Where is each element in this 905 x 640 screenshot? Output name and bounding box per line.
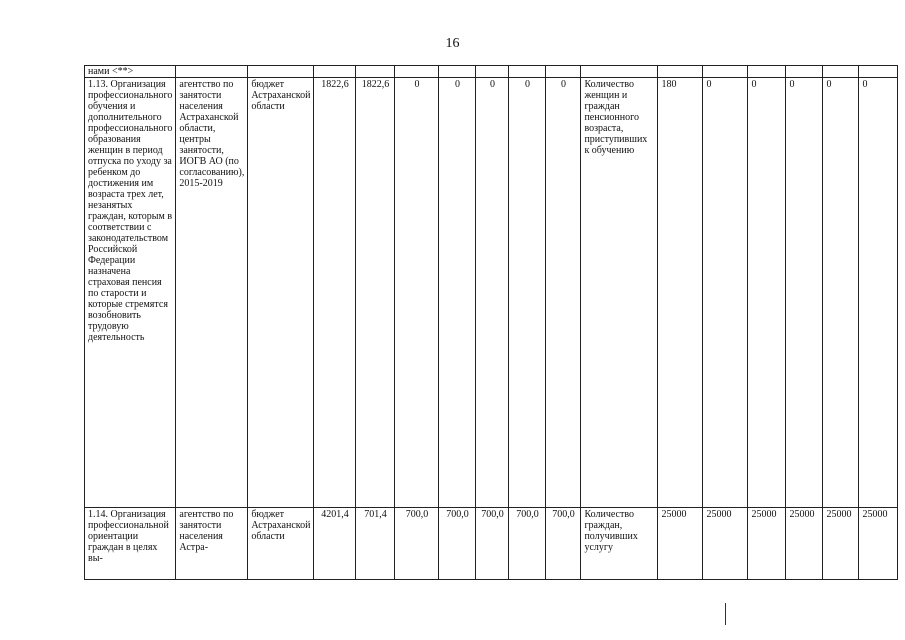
funding-year-cell: 0	[395, 78, 439, 508]
indicator-cell: Количество граждан, получивших услугу	[581, 508, 658, 580]
funding-year-cell: 0	[476, 78, 509, 508]
funding-year-cell: 700,0	[439, 508, 476, 580]
target-value-cell: 25000	[823, 508, 859, 580]
funding-total-cell: 4201,4	[314, 508, 356, 580]
target-value-cell: 0	[748, 78, 786, 508]
table-row	[85, 78, 898, 508]
executor-cell: агентство по занятости населения Астраханской области, центры занятости, ИОГВ АО (по согласованию), 2015-2019	[176, 78, 248, 508]
funding-year-cell: 0	[546, 78, 581, 508]
page-number: 16	[445, 36, 460, 51]
indicator-cell: Количество женщин и граждан пенсионного возраста, приступивших к обучению	[581, 78, 658, 508]
target-value-cell: 25000	[786, 508, 823, 580]
continuation-label: нами <**>	[85, 66, 176, 78]
funding-year-cell: 1822,6	[356, 78, 395, 508]
program-table	[84, 65, 898, 580]
funding-year-cell: 700,0	[476, 508, 509, 580]
funding-year-cell: 0	[509, 78, 546, 508]
funding-source-cell: бюджет Астраханской области	[248, 78, 314, 508]
target-value-cell: 25000	[859, 508, 898, 580]
funding-year-cell: 700,0	[509, 508, 546, 580]
measure-name-cell: 1.14. Организация профессиональной ориентации граждан в целях вы-	[85, 508, 176, 580]
target-value-cell: 0	[703, 78, 748, 508]
continuation-header-row	[85, 66, 898, 78]
target-value-cell: 0	[786, 78, 823, 508]
funding-year-cell: 700,0	[395, 508, 439, 580]
target-value-cell: 0	[823, 78, 859, 508]
target-value-cell: 25000	[703, 508, 748, 580]
target-value-cell: 180	[658, 78, 703, 508]
funding-total-cell: 1822,6	[314, 78, 356, 508]
funding-year-cell: 701,4	[356, 508, 395, 580]
target-value-cell: 0	[859, 78, 898, 508]
scan-mark	[725, 603, 726, 625]
table-row	[85, 508, 898, 580]
target-value-cell: 25000	[748, 508, 786, 580]
funding-year-cell: 0	[439, 78, 476, 508]
executor-cell: агентство по занятости населения Астра-	[176, 508, 248, 580]
funding-year-cell: 700,0	[546, 508, 581, 580]
measure-name-cell: 1.13. Организация профессионального обучения и дополнительного профессионального образования женщин в период отпуска по уходу за ребенком до достижения им возраста трех лет, незанятых граждан, которым в соответствии с законодательством Российской Федерации назначена страховая пенсия по старости и которые стремятся возобновить трудовую деятельность	[85, 78, 176, 508]
funding-source-cell: бюджет Астраханской области	[248, 508, 314, 580]
target-value-cell: 25000	[658, 508, 703, 580]
